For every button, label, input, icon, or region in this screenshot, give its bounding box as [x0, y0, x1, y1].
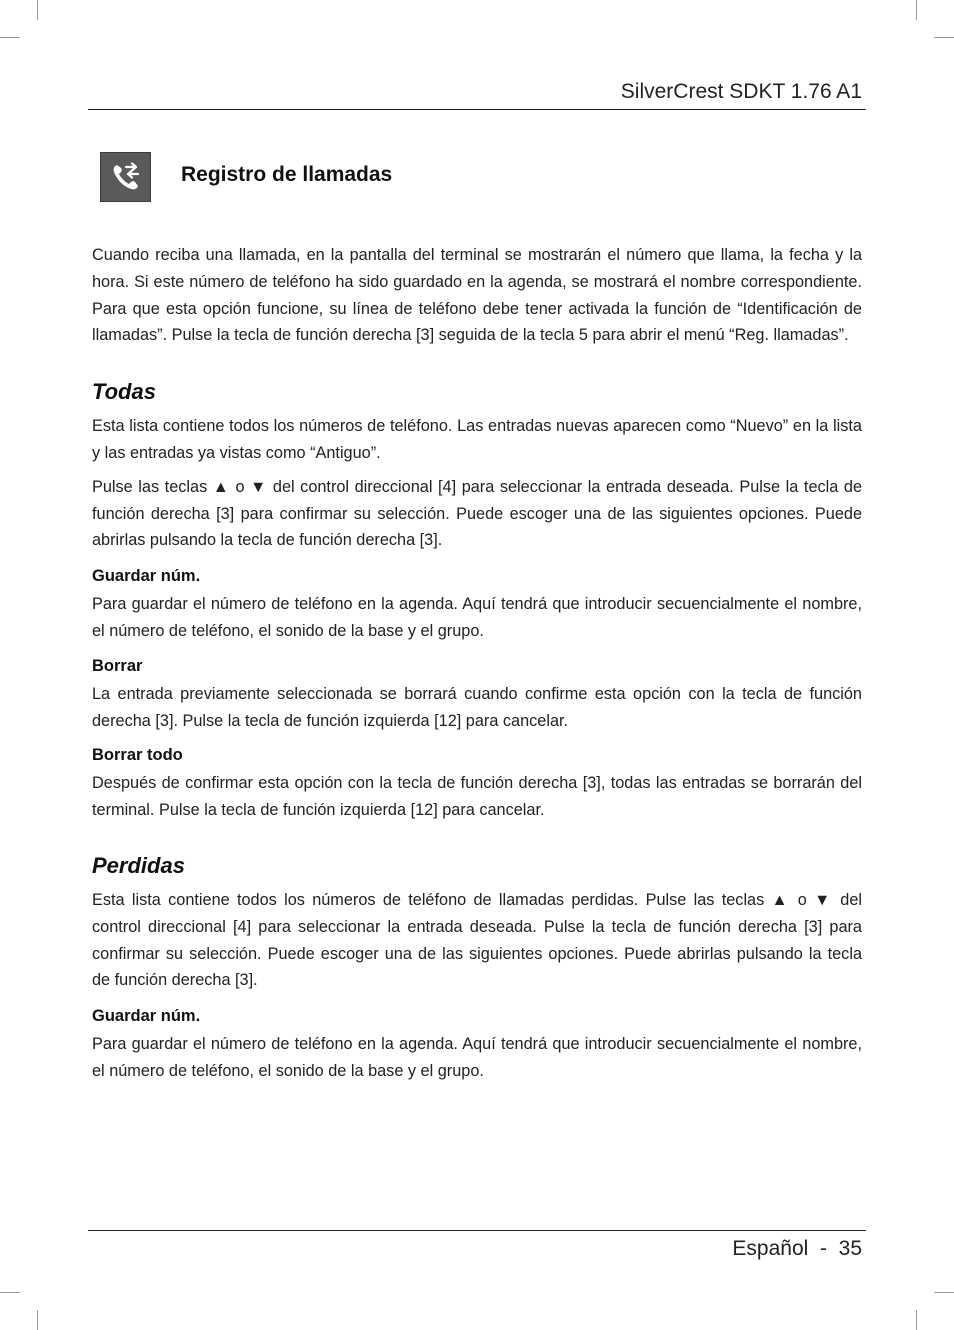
todas-heading: Todas: [92, 379, 156, 405]
page-footer: [732, 1237, 862, 1261]
perdidas-guardar-heading: Guardar núm.: [92, 1007, 201, 1026]
crop-mark: [37, 1310, 38, 1330]
call-log-icon: [100, 152, 151, 202]
document-header-title: SilverCrest SDKT 1.76 A1: [620, 80, 862, 103]
header-rule: [88, 109, 866, 110]
crop-mark: [0, 37, 20, 38]
todas-paragraph-1: Esta lista contiene todos los números de teléfono. Las entradas nuevas aparecen como “Nuevo” en la lista y las entradas ya vistas como “Antiguo”.: [92, 417, 862, 462]
todas-guardar-text: Para guardar el número de teléfono en la agenda. Aquí tendrá que introducir secuencialmente el nombre, el número de teléfono, el sonido de la base y el grupo.: [92, 595, 862, 640]
crop-mark: [0, 1292, 20, 1293]
perdidas-paragraph-1: Esta lista contiene todos los números de teléfono de llamadas perdidas. Pulse las teclas ▲ o ▼ del control direccional [4] para seleccionar la entrada deseada. Pulse la tecla de función derecha [3] para confirmar su selección. Puede escoger una de las siguientes opciones. Puede abrirlas pulsando la tecla de función derecha [3].: [92, 890, 862, 990]
footer-separator: -: [808, 1237, 839, 1260]
crop-mark: [916, 1310, 917, 1330]
page-number: 35: [838, 1237, 862, 1260]
todas-borrar-text: La entrada previamente seleccionada se borrará cuando confirme esta opción con la tecla de función derecha [3]. Pulse la tecla de función izquierda [12] para cancelar.: [92, 684, 862, 730]
todas-guardar-heading: Guardar núm.: [92, 567, 201, 586]
crop-mark: [934, 1292, 954, 1293]
section-title: Registro de llamadas: [181, 163, 393, 186]
todas-paragraph-2: Pulse las teclas ▲ o ▼ del control direccional [4] para seleccionar la entrada deseada. Pulse la tecla de función derecha [3] para confirmar su selección. Puede escoger una de las siguientes opciones. Puede abrirlas pulsando la tecla de función derecha [3].: [92, 477, 862, 550]
crop-mark: [37, 0, 38, 20]
crop-mark: [934, 37, 954, 38]
intro-paragraph: Cuando reciba una llamada, en la pantalla del terminal se mostrarán el número que llama, la fecha y la hora. Si este número de teléfono ha sido guardado en la agenda, se mostrará el nombre correspondiente. Para que esta opción funcione, su línea de teléfono debe tener activada la función de “Identificación de llamadas”. Pulse la tecla de función derecha [3] seguida de la tecla 5 para abrir el menú “Reg. llamadas”.: [92, 246, 862, 345]
todas-borrar-heading: Borrar: [92, 656, 143, 675]
todas-borrar-todo-text: Después de confirmar esta opción con la tecla de función derecha [3], todas las entradas se borrarán del terminal. Pulse la tecla de función izquierda [12] para cancelar.: [92, 774, 862, 820]
page-content: [92, 242, 862, 1085]
perdidas-heading: Perdidas: [92, 852, 185, 878]
perdidas-guardar-text: Para guardar el número de teléfono en la agenda. Aquí tendrá que introducir secuencialmente el nombre, el número de teléfono, el sonido de la base y el grupo.: [92, 1035, 862, 1080]
footer-language: Español: [732, 1237, 809, 1260]
footer-rule: [88, 1230, 866, 1231]
todas-borrar-todo-heading: Borrar todo: [92, 746, 183, 765]
crop-mark: [916, 0, 917, 20]
